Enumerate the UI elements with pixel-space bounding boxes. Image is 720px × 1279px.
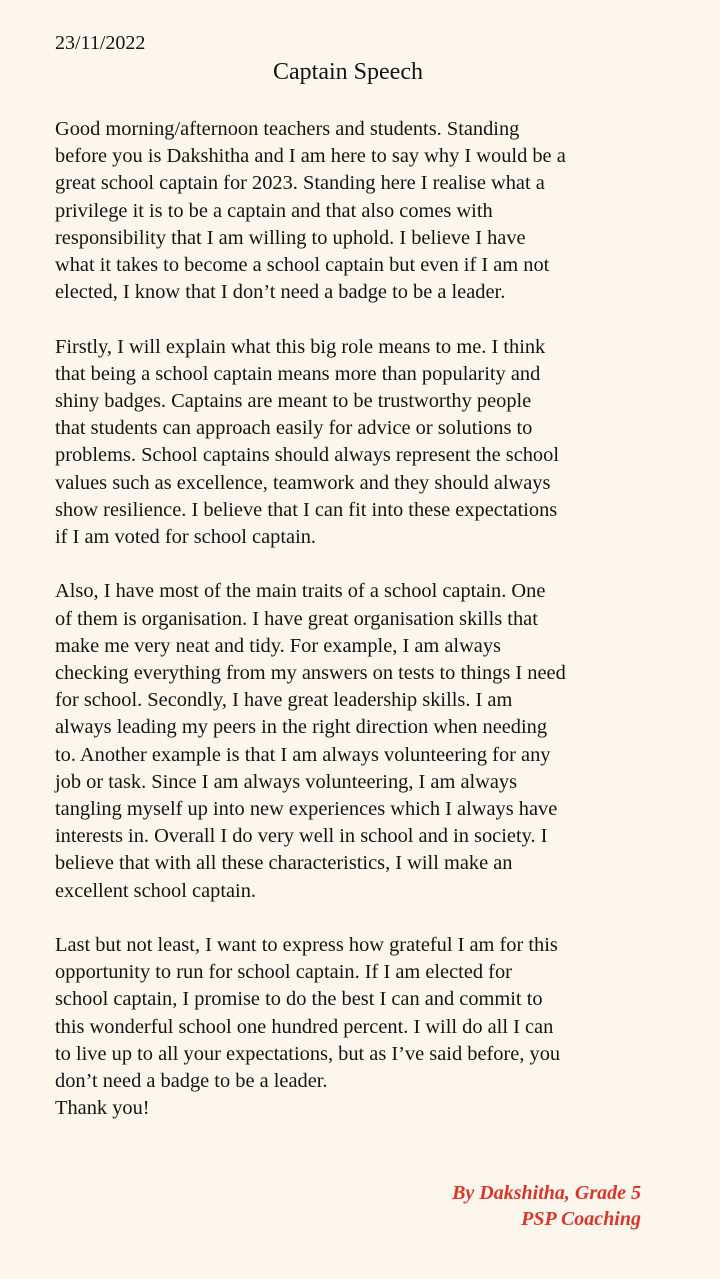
text-line: school captain, I promise to do the best I can and commit to	[55, 988, 543, 1011]
text-line: responsibility that I am willing to uphold. I believe I have	[55, 226, 526, 249]
text-line: tangling myself up into new experiences which I always have	[55, 798, 558, 821]
text-line: to. Another example is that I am always volunteering for any	[55, 743, 551, 766]
speech-body	[55, 116, 655, 1122]
organisation-credit: PSP Coaching	[521, 1208, 641, 1230]
text-line: Good morning/afternoon teachers and students. Standing	[55, 118, 520, 140]
text-line: checking everything from my answers on tests to things I need	[55, 662, 566, 685]
paragraph-role-meaning	[55, 334, 655, 552]
text-line: excellent school captain.	[55, 879, 256, 902]
speech-title: Captain Speech	[273, 59, 423, 85]
author-credit: By Dakshitha, Grade 5	[452, 1182, 641, 1204]
text-line: believe that with all these characteristics, I will make an	[55, 852, 513, 875]
text-line: privilege it is to be a captain and that also comes with	[55, 199, 493, 222]
text-line: job or task. Since I am always volunteering, I am always	[55, 770, 518, 793]
paragraph-introduction	[55, 116, 655, 306]
speech-date: 23/11/2022	[55, 32, 146, 54]
text-line: don’t need a badge to be a leader.	[55, 1070, 328, 1093]
text-line: problems. School captains should always represent the school	[55, 444, 559, 467]
text-line: shiny badges. Captains are meant to be trustworthy people	[55, 390, 532, 413]
text-line: of them is organisation. I have great organisation skills that	[55, 607, 538, 630]
paragraph-conclusion	[55, 932, 655, 1122]
text-line: make me very neat and tidy. For example, I am always	[55, 634, 501, 657]
text-line: that being a school captain means more than popularity and	[55, 362, 541, 385]
text-line: before you is Dakshitha and I am here to say why I would be a	[55, 145, 566, 168]
text-line: always leading my peers in the right direction when needing	[55, 716, 548, 739]
text-line: if I am voted for school captain.	[55, 526, 317, 549]
closing-line: Thank you!	[55, 1097, 150, 1120]
text-line: interests in. Overall I do very well in school and in society. I	[55, 825, 548, 848]
text-line: Also, I have most of the main traits of a school captain. One	[55, 580, 546, 603]
text-line: that students can approach easily for advice or solutions to	[55, 417, 533, 440]
text-line: what it takes to become a school captain but even if I am not	[55, 254, 550, 277]
signature-block	[452, 1180, 641, 1232]
text-line: Firstly, I will explain what this big role means to me. I think	[55, 335, 546, 358]
text-line: opportunity to run for school captain. If I am elected for	[55, 961, 512, 984]
text-line: to live up to all your expectations, but as I’ve said before, you	[55, 1042, 561, 1065]
text-line: values such as excellence, teamwork and they should always	[55, 471, 551, 494]
text-line: show resilience. I believe that I can fit into these expectations	[55, 498, 558, 521]
text-line: Last but not least, I want to express how grateful I am for this	[55, 934, 558, 957]
paragraph-traits	[55, 578, 655, 904]
text-line: great school captain for 2023. Standing here I realise what a	[55, 172, 545, 195]
text-line: elected, I know that I don’t need a badge to be a leader.	[55, 281, 506, 304]
text-line: for school. Secondly, I have great leadership skills. I am	[55, 689, 513, 712]
text-line: this wonderful school one hundred percent. I will do all I can	[55, 1015, 554, 1038]
